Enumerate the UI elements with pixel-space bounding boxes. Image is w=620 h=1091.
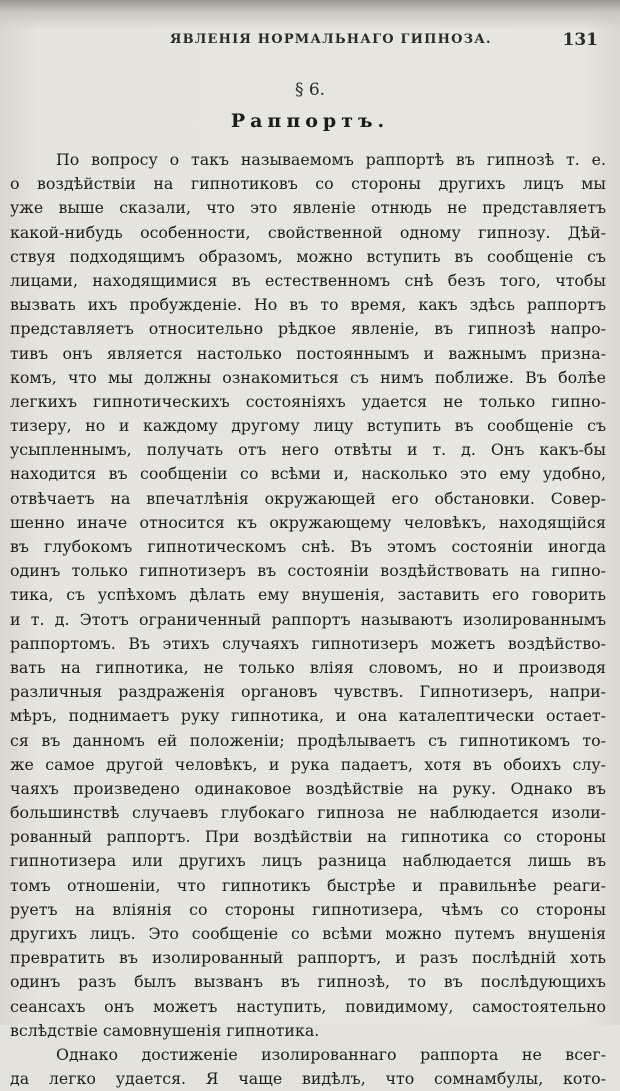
- text-line: легкихъ гипнотическихъ состояніяхъ удается не только гипно-: [10, 391, 606, 411]
- text-line: различныя раздраженія органовъ чувствъ. Гипнотизеръ, напри-: [10, 682, 606, 702]
- text-line: и т. д. Этотъ ограниченный раппортъ называютъ изолированнымъ: [10, 609, 606, 629]
- page-number: 131: [562, 30, 598, 50]
- page-header: [0, 30, 620, 54]
- text-line: превратить въ изолированный раппортъ, и разъ послѣдній хоть: [10, 948, 606, 968]
- text-line: шенно иначе относится къ окружающему человѣкъ, находящійся: [10, 512, 606, 532]
- text-line: лицами, находящимися въ естественномъ снѣ безъ того, чтобы: [10, 270, 606, 290]
- text-line: тика, съ успѣхомъ дѣлать ему внушенія, заставить его говорить: [10, 585, 606, 605]
- section-title: Раппортъ.: [230, 110, 390, 132]
- text-line: представляетъ относительно рѣдкое явленіе, въ гипнозѣ напро-: [10, 319, 606, 339]
- text-line: уже выше сказали, что это явленіе отнюдь не представляетъ: [10, 198, 606, 218]
- text-line: раппортомъ. Въ этихъ случаяхъ гипнотизеръ можетъ воздѣйство-: [10, 633, 606, 653]
- text-line: руетъ на вліянія со стороны гипнотизера, чѣмъ со стороны: [10, 899, 606, 919]
- text-line: да легко удается. Я чаще видѣлъ, что сомнамбулы, кото-: [10, 1069, 606, 1089]
- text-line: вызвать ихъ пробужденіе. Но въ то время, какъ здѣсь раппортъ: [10, 295, 606, 315]
- text-line: о воздѣйствіи на гипнотиковъ со стороны другихъ лицъ мы: [10, 174, 606, 194]
- text-line: въ глубокомъ гипнотическомъ снѣ. Въ этомъ состояніи иногда: [10, 537, 606, 556]
- text-line: рованный раппортъ. При воздѣйствіи на гипнотика со стороны: [10, 827, 606, 847]
- text-line: По вопросу о такъ называемомъ раппортѣ въ гипнозѣ т. е.: [56, 150, 606, 169]
- text-line: одинъ только гипнотизеръ въ состояніи воздѣйствовать на гипно-: [10, 561, 606, 581]
- text-line: одинъ разъ былъ вызванъ въ гипнозѣ, то въ послѣдующихъ: [10, 972, 606, 992]
- text-line: усыпленнымъ, получать отъ него отвѣты и т. д. Онъ какъ-бы: [10, 440, 606, 460]
- text-line: комъ, что мы должны ознакомиться съ нимъ поближе. Въ болѣе: [10, 367, 606, 387]
- text-line: тивъ онъ является настолько постояннымъ и важнымъ призна-: [10, 343, 606, 363]
- text-line: Однако достиженіе изолированнаго раппорта не всег-: [56, 1044, 606, 1064]
- section-number: § 6.: [294, 80, 326, 100]
- text-line: мѣръ, поднимаетъ руку гипнотика, и она каталептически остает-: [10, 706, 606, 726]
- text-line: какой-нибудь особенности, свойственной одному гипнозу. Дѣй-: [10, 222, 606, 242]
- text-line: тизеру, но и каждому другому лицу вступить въ сообщеніе съ: [10, 416, 606, 436]
- text-line: отвѣчаетъ на впечатлѣнія окружающей его обстановки. Совер-: [10, 488, 606, 508]
- paragraph: [10, 1043, 606, 1091]
- scan-shadow: [0, 0, 620, 30]
- body-text: [10, 148, 606, 1091]
- text-line: сеансахъ онъ можетъ наступить, повидимому, самостоятельно: [10, 996, 606, 1016]
- text-line: вать на гипнотика, не только вліяя словомъ, но и производя: [10, 657, 606, 677]
- text-line: большинствѣ случаевъ глубокаго гипноза не наблюдается изоли-: [10, 803, 606, 823]
- text-line: находится въ сообщеніи со всѣми и, насколько это ему удобно,: [10, 464, 606, 484]
- text-line: гипнотизера или другихъ лицъ разница наблюдается лишь въ: [10, 851, 606, 871]
- text-line: томъ отношеніи, что гипнотикъ быстрѣе и правильнѣе реаги-: [10, 875, 606, 895]
- text-line: вслѣдствіе самовнушенія гипнотика.: [10, 1020, 320, 1040]
- text-line: чаяхъ произведено одинаковое воздѣйствіе на руку. Однако въ: [10, 778, 606, 798]
- text-line: ствуя подходящимъ образомъ, можно вступить въ сообщеніе съ: [10, 246, 606, 266]
- running-head: ЯВЛЕНІЯ НОРМАЛЬНАГО ГИПНОЗА.: [170, 32, 492, 47]
- text-line: же самое другой человѣкъ, и рука падаетъ, хотя въ обоихъ слу-: [10, 754, 606, 774]
- text-line: ся въ данномъ ей положеніи; продѣлываетъ съ гипнотикомъ то-: [10, 730, 606, 750]
- text-line: другихъ лицъ. Это сообщеніе со всѣми можно путемъ внушенія: [10, 924, 606, 943]
- paragraph: [10, 148, 606, 1043]
